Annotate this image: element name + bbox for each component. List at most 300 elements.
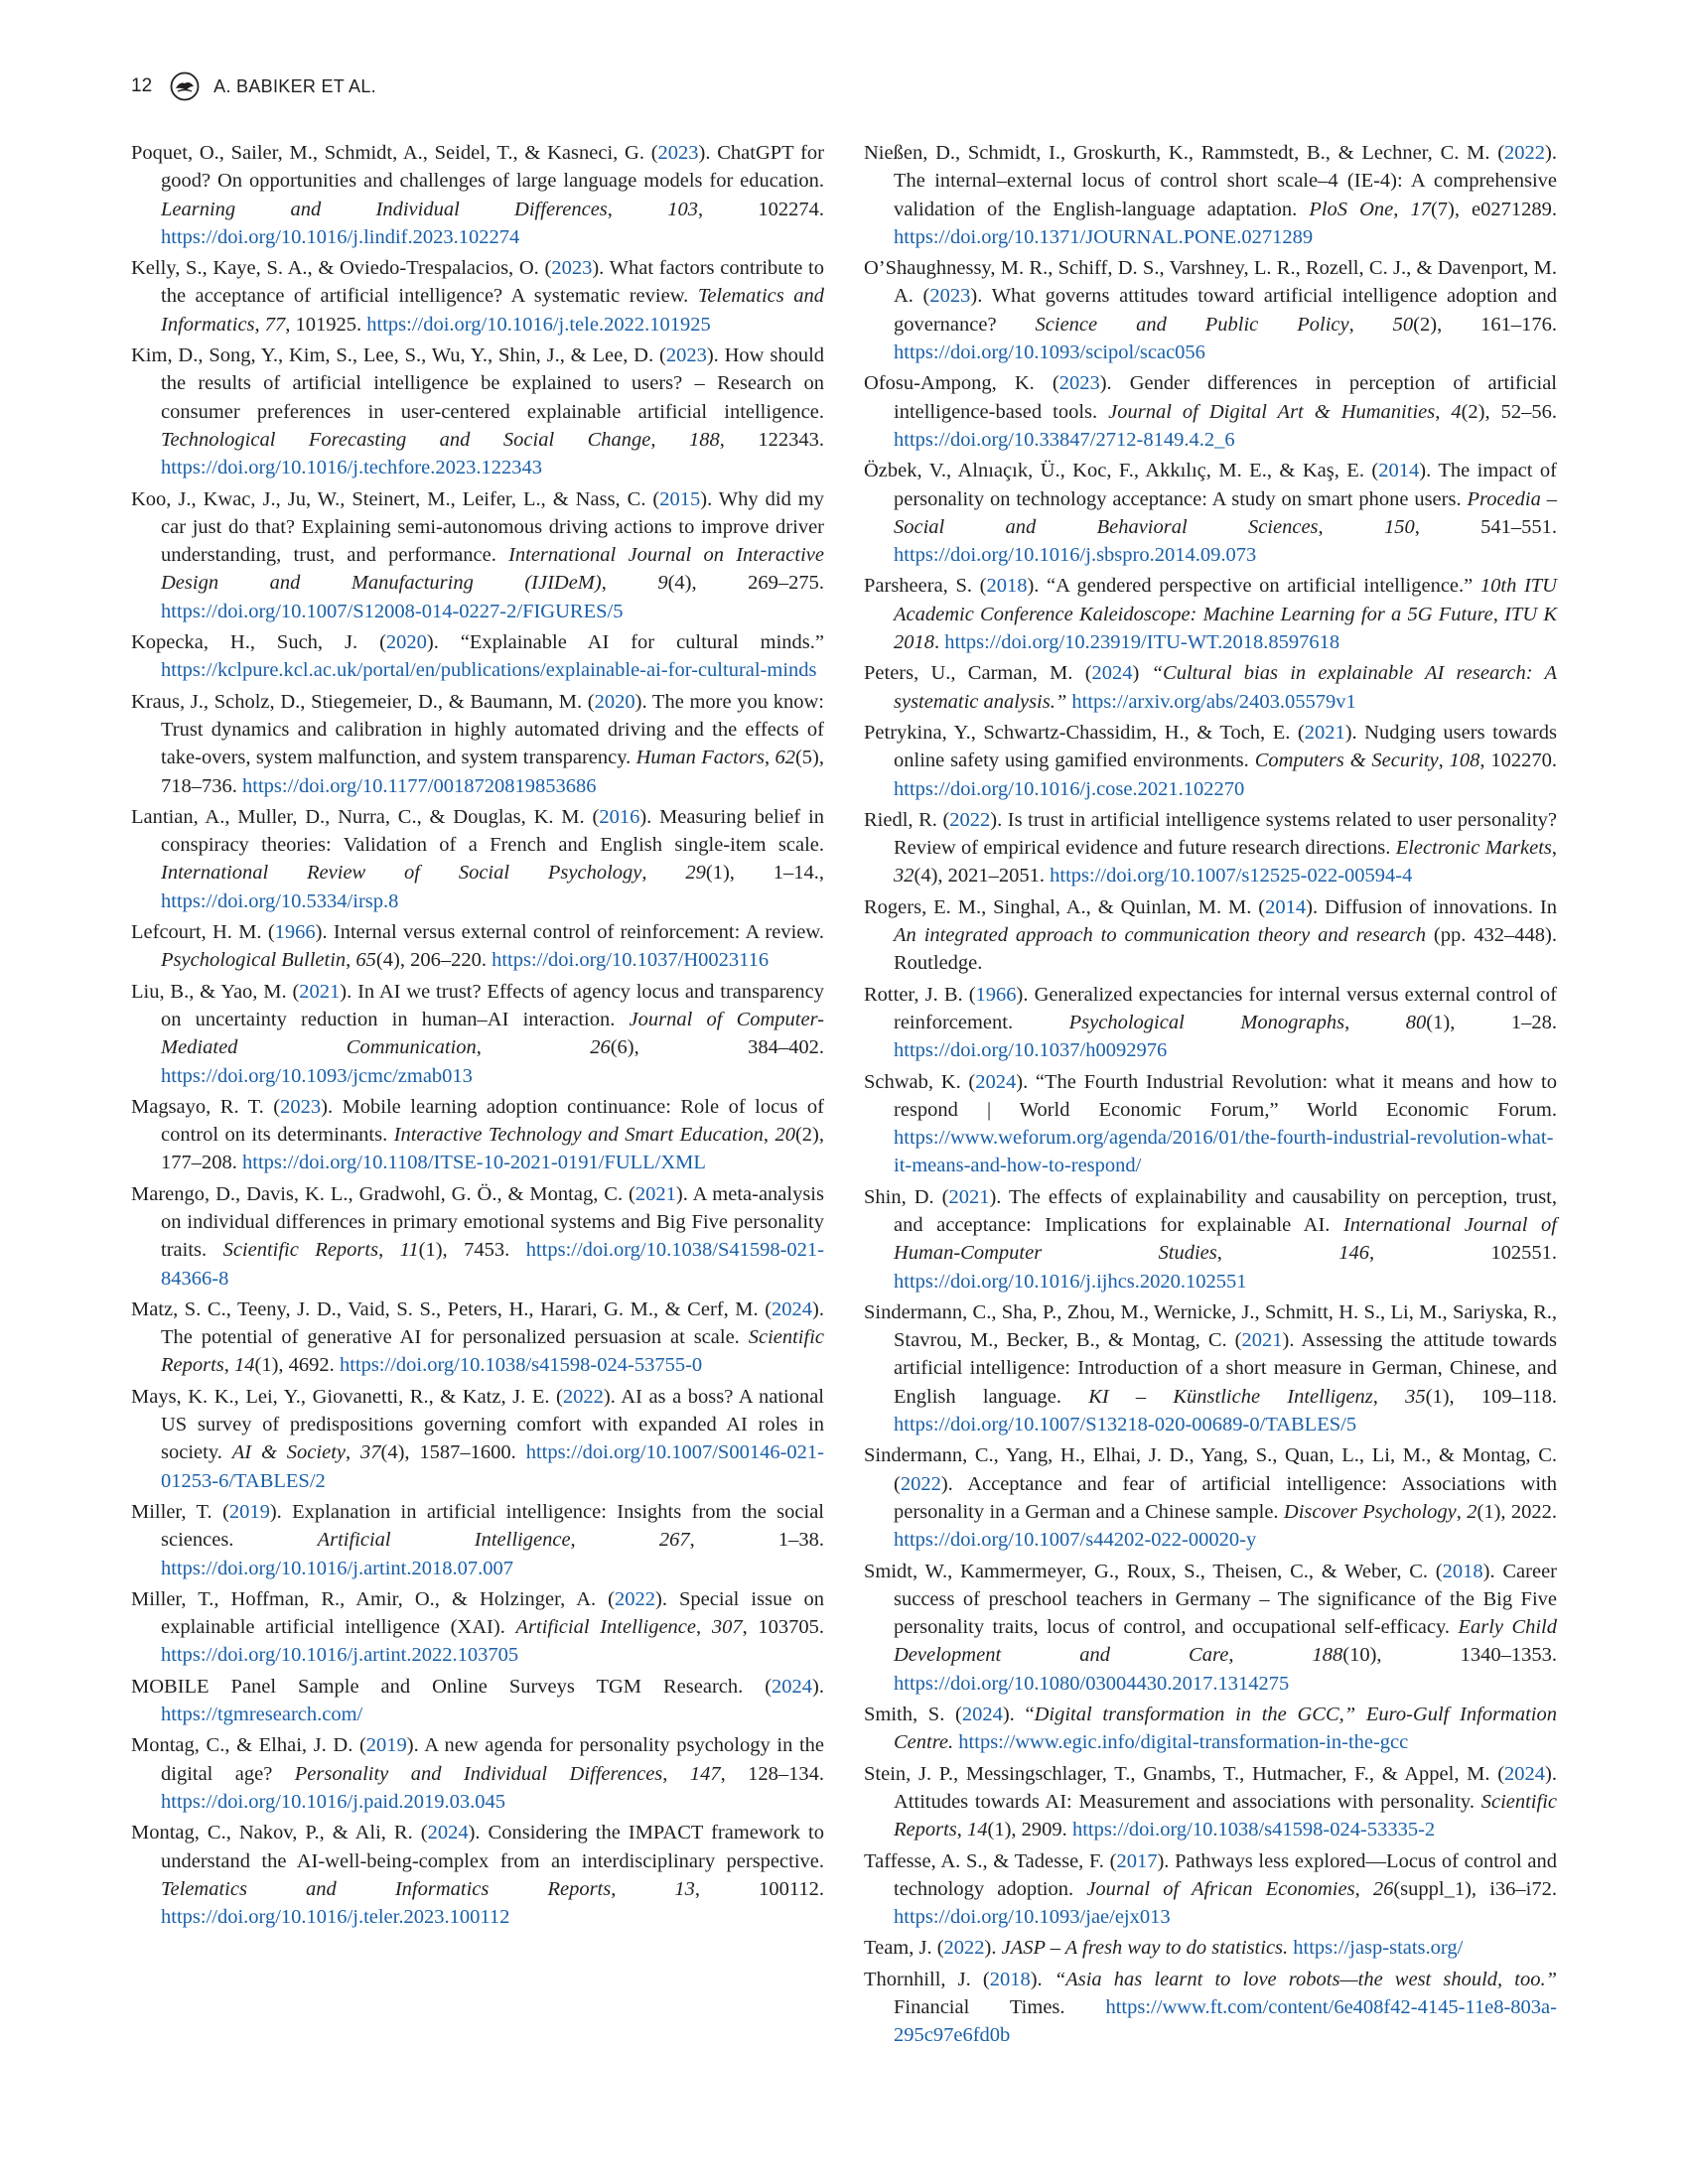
reference-entry [864,1068,1557,1180]
reference-text: ). The impact of personality on technology acceptance: A study on smart phone users. [894,460,1557,510]
reference-link[interactable]: https://doi.org/10.1016/j.artint.2022.103705 [161,1644,519,1667]
reference-link[interactable]: https://doi.org/10.1016/j.tele.2022.101925 [366,313,711,336]
reference-italic-text: 32 [894,865,914,887]
reference-text: , [1318,515,1384,538]
reference-text: , [662,1762,690,1785]
reference-italic-text: Psychological Bulletin [161,949,347,972]
reference-text: ). Acceptance and fear of artificial intelligence: Associations with personality in a German and a Chinese sample. [894,1472,1557,1523]
reference-text: ). “Explainable AI for cultural minds.” [426,631,824,654]
reference-text: (1), 7453. [418,1239,526,1262]
reference-text: (1), 1–28. [1426,1011,1558,1033]
reference-link[interactable]: https://www.ft.com/content/6e408f42-4145-11e8-803a-295c97e6fd0b [894,1996,1557,2047]
reference-text: (1), 1–14., [705,862,824,885]
reference-entry [864,1760,1557,1844]
reference-text: ). In AI we trust? Effects of agency locus and transparency on uncertainty reduction in human–AI interaction. [161,980,824,1030]
reference-text: , [1354,1877,1373,1900]
reference-text: Schwab, K. ( [864,1070,976,1093]
reference-text: , [765,747,775,769]
reference-text: , [1344,1011,1406,1033]
reference-entry [864,981,1557,1065]
reference-entry [864,1701,1557,1757]
reference-link[interactable]: 2022 [1504,142,1546,164]
reference-link[interactable]: 1966 [975,983,1017,1006]
reference-italic-text: 150 [1383,515,1415,538]
reference-text: Petrykina, Y., Schwartz-Chassidim, H., & Toch, E. ( [864,721,1305,744]
reference-link[interactable]: 2021 [1241,1329,1283,1352]
reference-link[interactable]: 2023 [665,344,707,367]
reference-italic-text: 26 [1372,1877,1394,1900]
reference-entry [864,1966,1557,2050]
reference-text: (suppl_1), i36–i72. [1393,1877,1557,1900]
reference-text: O’Shaughnessy, M. R., Schiff, D. S., Varshney, L. R., Rozell, C. J., & Davenport, M. A. ( [864,257,1557,308]
reference-text: ). Gender differences in perception of artificial intelligence-based tools. [894,372,1557,423]
running-head-authors: A. BABIKER ET AL. [213,75,376,96]
reference-text: , [1435,400,1452,423]
reference-text: , [570,1529,659,1552]
reference-italic-text: Science and Public Policy [1035,313,1349,336]
reference-italic-text: Journal of Digital Art & Humanities [1108,400,1436,423]
reference-entry [864,1847,1557,1932]
reference-italic-text: 267 [658,1529,690,1552]
reference-italic-text: Procedia – Social and Behavioral Sciences [894,487,1557,538]
reference-text: MOBILE Panel Sample and Online Surveys TGM Research. ( [131,1675,773,1698]
reference-text: , [601,572,658,595]
reference-link[interactable]: https://arxiv.org/abs/2403.05579v1 [1071,690,1356,713]
references-left-column [131,139,824,1934]
reference-italic-text: PloS One [1309,198,1394,220]
reference-italic-text: 50 [1392,313,1414,336]
reference-link[interactable]: https://doi.org/10.1007/S12008-014-0227-2/FIGURES/5 [161,600,624,622]
reference-italic-text: “Cultural bias in explainable AI research: A systematic analysis.” [894,662,1557,713]
reference-text: , 1–38. [689,1529,825,1552]
reference-link[interactable]: https://doi.org/10.1038/s41598-024-53755-0 [339,1354,703,1377]
reference-text: Parsheera, S. ( [864,575,987,598]
reference-text: Team, J. ( [864,1937,944,1960]
reference-italic-text: 13 [674,1877,695,1900]
reference-italic-text: Scientific Reports [894,1790,1557,1842]
reference-text: Montag, C., & Elhai, J. D. ( [131,1734,366,1757]
reference-text: Kim, D., Song, Y., Kim, S., Lee, S., Wu, Y., Shin, J., & Lee, D. ( [131,344,666,367]
reference-text: , [1348,313,1393,336]
reference-italic-text: KI – Künstliche Intelligenz [1088,1385,1373,1408]
reference-text: , [607,198,668,220]
reference-link[interactable]: https://kclpure.kcl.ac.uk/portal/en/publications/explainable-ai-for-cultural-minds [161,659,817,682]
reference-link[interactable]: 2016 [599,805,640,828]
reference-link[interactable]: https://doi.org/10.23919/ITU-WT.2018.8597618 [944,631,1340,654]
reference-link[interactable]: 2022 [949,808,991,831]
reference-italic-text: 188 [1312,1644,1343,1667]
reference-link[interactable]: 2023 [1058,372,1100,395]
reference-link[interactable]: https://doi.org/10.33847/2712-8149.4.2_6 [894,428,1235,451]
reference-text: , [763,1124,775,1147]
reference-link[interactable]: 2021 [299,980,341,1003]
reference-link[interactable]: 2023 [280,1095,322,1118]
reference-entry [864,1934,1557,1962]
reference-link[interactable]: 2021 [948,1185,990,1208]
reference-text: , 102551. [1368,1242,1558,1265]
reference-text: , [1228,1644,1313,1667]
reference-link[interactable]: 2024 [1504,1762,1546,1785]
reference-italic-text: 26 [590,1036,611,1059]
reference-text: , [1438,750,1450,772]
reference-link[interactable]: 2024 [772,1297,813,1320]
reference-text: ). Generalized expectancies for internal versus external control of reinforcement. [894,983,1557,1033]
reference-text: Thornhill, J. ( [864,1968,990,1990]
reference-text: , 541–551. [1414,515,1557,538]
reference-text: , [1393,198,1411,220]
reference-link[interactable]: https://doi.org/10.1038/s41598-024-53335-2 [1071,1819,1436,1842]
reference-italic-text: Artificial Intelligence [317,1529,571,1552]
reference-text: . [934,631,945,654]
reference-link[interactable]: https://doi.org/10.1371/JOURNAL.PONE.0271289 [894,225,1314,248]
reference-text: , [254,313,265,336]
reference-italic-text: JASP – A fresh way to do statistics. [1001,1937,1289,1960]
reference-italic-text: Digital transformation in the GCC,” Euro-Gulf Information Centre. [894,1704,1557,1754]
reference-entry [131,1731,824,1816]
reference-text: , [1456,1500,1468,1523]
reference-italic-text: 9 [657,572,668,595]
reference-text: ). Why did my car just do that? Explaining semi-autonomous driving actions to improve driver understanding, trust, and performance. [161,487,824,567]
reference-link[interactable]: 2024 [772,1675,813,1698]
reference-entry [864,369,1557,454]
references-right-column [864,139,1557,2053]
reference-text: ). [812,1675,824,1698]
reference-italic-text: 35 [1405,1385,1426,1408]
reference-link[interactable]: https://doi.org/10.1038/S41598-021-84366-8 [161,1239,825,1290]
reference-text: ). Nudging users towards online safety using gamified environments. [894,721,1557,772]
reference-link[interactable]: https://www.egic.info/digital-transformation-in-the-gcc [958,1731,1409,1754]
reference-link[interactable]: 1966 [274,921,316,944]
reference-link[interactable]: 2022 [943,1937,985,1960]
reference-italic-text: 2 [1467,1500,1477,1523]
reference-italic-text: 80 [1405,1011,1427,1033]
reference-italic-text: Telematics and Informatics [161,285,824,336]
reference-link[interactable]: 2024 [961,1704,1003,1726]
reference-italic-text: Human Factors [635,747,766,769]
reference-entry [864,893,1557,978]
reference-text: , 102274. [697,198,825,220]
reference-text: , [695,1616,712,1639]
reference-text: ). [984,1937,1002,1960]
reference-italic-text: Scientific Reports [161,1326,824,1377]
reference-entry [864,1298,1557,1438]
reference-text: (5), 718–736. [161,747,825,797]
reference-link[interactable]: https://jasp-stats.org/ [1293,1937,1464,1960]
reference-text: , [378,1239,400,1262]
reference-italic-text: Learning and Individual Differences [161,198,608,220]
reference-entry [131,341,824,481]
reference-text: ). A new agenda for personality psychology in the digital age? [161,1734,824,1785]
reference-text: Taffesse, A. S., & Tadesse, F. ( [864,1849,1117,1872]
reference-italic-text: 11 [399,1239,419,1262]
reference-text: Miller, T., Hoffman, R., Amir, O., & Holzinger, A. ( [131,1587,616,1610]
reference-entry [864,659,1557,716]
reference-entry [131,978,824,1090]
reference-text: ). “ [1002,1704,1035,1726]
reference-link[interactable]: https://doi.org/10.1093/jcmc/zmab013 [161,1064,473,1087]
reference-link[interactable]: 2023 [657,142,699,164]
reference-text: (1), 2909. [987,1819,1072,1842]
reference-entry [864,1441,1557,1554]
reference-text: , [956,1819,968,1842]
reference-entry [864,719,1557,803]
reference-text: , 122343. [719,428,824,451]
reference-link[interactable]: https://doi.org/10.1007/s44202-022-00020-y [894,1529,1257,1552]
reference-italic-text: Telematics and Informatics Reports [161,1877,612,1900]
reference-text: ). How should the results of artificial intelligence be explained to users? – Research on consumer preferences in user-centered explainable artificial intelligence. [161,344,825,423]
reference-text: ). ChatGPT for good? On opportunities and challenges of large language models for education. [161,142,824,193]
reference-text: (pp. 432–448). Routledge. [894,924,1557,975]
reference-link[interactable]: https://doi.org/10.1177/0018720819853686 [242,774,597,797]
reference-italic-text: Computers & Security [1254,750,1439,772]
reference-text: Lefcourt, H. M. ( [131,921,275,944]
reference-entry [131,254,824,339]
reference-text: Peters, U., Carman, M. ( [864,662,1092,685]
running-header [131,69,376,103]
reference-text: ). The internal–external locus of control short scale–4 (IE-4): A comprehensive validation of the English-language adaptation. [894,142,1557,220]
reference-text: (2), 52–56. [1461,400,1557,423]
reference-text: , 128–134. [720,1762,824,1785]
reference-text: ). Explanation in artificial intelligence: Insights from the social sciences. [161,1500,824,1552]
reference-text: ). The potential of generative AI for personalized persuasion at scale. [161,1297,824,1349]
reference-text: ). What governs attitudes toward artificial intelligence adoption and governance? [894,285,1558,336]
reference-italic-text: 17 [1410,198,1431,220]
publisher-logo-icon [170,71,200,101]
reference-entry [131,1296,824,1380]
reference-text: Liu, B., & Yao, M. ( [131,980,300,1003]
reference-text: Riedl, R. ( [864,808,950,831]
reference-text: ). “A gendered perspective on artificial intelligence.” [1027,575,1480,598]
reference-text: ). Career success of preschool teachers in Germany – The significance of the Big Five personality traits, locus of control, and occupational self-efficacy. [894,1560,1557,1639]
reference-link[interactable]: https://www.weforum.org/agenda/2016/01/the-fourth-industrial-revolution-what-it-means-and-how-to-respond/ [894,1127,1554,1177]
reference-entry [864,254,1557,366]
reference-link[interactable]: https://doi.org/10.1007/s12525-022-00594-4 [1050,865,1413,887]
reference-link[interactable]: 2022 [562,1385,604,1408]
reference-text: , 102270. [1479,750,1558,772]
reference-entry [131,1819,824,1931]
reference-text: , 103705. [742,1616,825,1639]
reference-link[interactable]: https://doi.org/10.1007/S13218-020-00689-0/TABLES/5 [894,1414,1357,1436]
reference-link[interactable]: https://doi.org/10.1108/ITSE-10-2021-0191/FULL/XML [242,1152,706,1174]
reference-link[interactable]: 2024 [1091,662,1133,685]
reference-italic-text: 10th ITU Academic Conference Kaleidoscope: Machine Learning for a 5G Future, ITU K 2018 [894,575,1557,654]
reference-entry [131,628,824,685]
reference-italic-text: Discover Psychology [1283,1500,1457,1523]
reference-text: Mays, K. K., Lei, Y., Giovanetti, R., & Katz, J. E. ( [131,1385,563,1408]
reference-link[interactable]: 2018 [1442,1560,1483,1582]
reference-text: , [650,428,690,451]
reference-link[interactable]: https://tgmresearch.com/ [161,1704,363,1726]
reference-text: ). What factors contribute to the acceptance of artificial intelligence? A systematic review. [161,257,824,308]
reference-entry [864,1183,1557,1296]
reference-italic-text: Scientific Reports [222,1239,379,1262]
reference-link[interactable]: 2021 [634,1182,676,1205]
reference-link[interactable]: 2019 [228,1500,270,1523]
reference-italic-text: Psychological Monographs [1068,1011,1345,1033]
reference-italic-text: Interactive Technology and Smart Education [393,1124,764,1147]
reference-text: (6), 384–402. [610,1036,824,1059]
reference-link[interactable]: 2018 [986,575,1028,598]
reference-text: ). Measuring belief in conspiracy theories: Validation of a French and English single-item scale. [161,805,824,857]
reference-text: Poquet, O., Sailer, M., Schmidt, A., Seidel, T., & Kasneci, G. ( [131,142,658,164]
reference-italic-text: International Journal on Interactive Design and Manufacturing (IJIDeM) [161,544,824,595]
reference-text: Rogers, E. M., Singhal, A., & Quinlan, M. M. ( [864,895,1266,918]
reference-italic-text: International Journal of Human-Computer Studies [894,1213,1557,1265]
reference-entry [131,1180,824,1293]
reference-text: Koo, J., Kwac, J., Ju, W., Steinert, M., Leifer, L., & Nass, C. ( [131,487,660,510]
reference-entry [864,457,1557,569]
reference-italic-text: 103 [667,198,698,220]
reference-text: Matz, S. C., Teeny, J. D., Vaid, S. S., Peters, H., Harari, G. M., & Cerf, M. ( [131,1297,773,1320]
reference-link[interactable]: 2017 [1116,1849,1158,1872]
reference-link[interactable]: 2019 [365,1734,407,1757]
reference-link[interactable]: 2014 [1378,460,1420,482]
reference-link[interactable]: 2023 [929,285,971,308]
reference-link[interactable]: https://doi.org/10.1016/j.sbspro.2014.09.073 [894,544,1257,567]
reference-text: Shin, D. ( [864,1185,949,1208]
reference-link[interactable]: 2020 [594,690,635,713]
reference-text: Miller, T. ( [131,1500,229,1523]
reference-text: , 101925. [285,313,367,336]
reference-text: (1), 4692. [254,1354,340,1377]
reference-text: ). Diffusion of innovations. In [1306,895,1557,918]
reference-text: , [611,1877,675,1900]
reference-italic-text: 37 [360,1441,381,1464]
reference-text: ). Considering the IMPACT framework to understand the AI-well-being-complex from an interdisciplinary perspective. [161,1822,824,1872]
reference-text: ). A meta-analysis on individual differences in primary emotional systems and Big Five personality traits. [161,1182,824,1262]
reference-italic-text: Technological Forecasting and Social Change [161,428,651,451]
reference-text: Ofosu-Ampong, K. ( [864,372,1059,395]
reference-link[interactable]: https://doi.org/10.1016/j.lindif.2023.102274 [161,225,520,248]
reference-text: , [1216,1242,1339,1265]
reference-italic-text: “Asia has learnt to love robots—the west should, too.” [1054,1968,1558,1990]
reference-entry [864,1558,1557,1698]
reference-text: Financial Times. [894,1996,1106,2018]
reference-link[interactable]: 2022 [900,1472,941,1495]
reference-text: , [476,1036,591,1059]
reference-link[interactable]: https://doi.org/10.1080/03004430.2017.1314275 [894,1672,1290,1695]
reference-italic-text: 4 [1451,400,1462,423]
reference-text: ). Pathways less explored—Locus of control and technology adoption. [894,1849,1557,1900]
reference-text: (1), 2022. [1477,1500,1558,1523]
reference-text: (4), 2021–2051. [914,865,1051,887]
reference-entry [131,485,824,625]
reference-italic-text: 14 [967,1819,988,1842]
reference-link[interactable]: 2024 [427,1822,469,1844]
reference-italic-text: 146 [1338,1242,1369,1265]
reference-italic-text: Personality and Individual Differences [294,1762,663,1785]
reference-text: ). AI as a boss? A national US survey of predispositions governing comfort with expanded AI roles in society. [161,1385,825,1464]
reference-link[interactable]: https://doi.org/10.1016/j.techfore.2023.122343 [161,457,542,479]
reference-link[interactable]: 2015 [659,487,701,510]
reference-text: Smidt, W., Kammermeyer, G., Roux, S., Theisen, C., & Weber, C. ( [864,1560,1443,1582]
reference-link[interactable]: https://doi.org/10.1016/j.artint.2018.07.007 [161,1557,513,1579]
reference-italic-text: 147 [689,1762,721,1785]
reference-text: Lantian, A., Muller, D., Nurra, C., & Douglas, K. M. ( [131,805,600,828]
reference-link[interactable]: https://doi.org/10.1037/h0092976 [894,1039,1168,1062]
reference-text: Özbek, V., Alnıaçık, Ü., Koc, F., Akkılıç, M. E., & Kaş, E. ( [864,460,1379,482]
reference-link[interactable]: https://doi.org/10.1016/j.cose.2021.102270 [894,777,1245,800]
reference-text: (1), 109–118. [1425,1385,1557,1408]
reference-italic-text: 14 [234,1354,255,1377]
reference-italic-text: Electronic Markets [1395,837,1552,860]
reference-link[interactable]: https://doi.org/10.1016/j.teler.2023.100112 [161,1906,510,1929]
reference-italic-text: Journal of African Economies [1086,1877,1355,1900]
reference-entry [864,806,1557,890]
reference-entry [131,139,824,251]
reference-text: (10), 1340–1353. [1342,1644,1558,1667]
reference-text: (4), 1587–1600. [380,1441,526,1464]
reference-entry [131,1093,824,1177]
reference-entry [131,1585,824,1670]
reference-text: , [223,1354,235,1377]
reference-text: ). “The Fourth Industrial Revolution: what it means and how to respond | World Economic Forum,” World Economic Forum. [894,1070,1557,1121]
reference-link[interactable]: 2020 [385,631,427,654]
reference-italic-text: 108 [1449,750,1480,772]
reference-entry [131,1383,824,1495]
reference-text: Rotter, J. B. ( [864,983,976,1006]
reference-link[interactable]: https://doi.org/10.1007/S00146-021-01253-6/TABLES/2 [161,1441,824,1492]
reference-link[interactable]: 2014 [1265,895,1307,918]
reference-text: (2), 161–176. [1413,313,1558,336]
reference-text: ). The more you know: Trust dynamics and calibration in highly automated driving and the effects of take-overs, system malfunction, and system transparency. [161,690,824,769]
reference-italic-text: 29 [685,862,706,885]
reference-entry [131,688,824,800]
reference-text: (4), 206–220. [375,949,492,972]
reference-text: Stein, J. P., Messingschlager, T., Gnambs, T., Hutmacher, F., & Appel, M. ( [864,1762,1505,1785]
reference-text: (2), 177–208. [161,1124,824,1174]
reference-text: , [641,862,686,885]
reference-italic-text: 62 [774,747,795,769]
reference-text: ). Assessing the attitude towards artificial intelligence: Introduction of a short measure in German, Chinese, and English language. [894,1329,1557,1408]
reference-italic-text: An integrated approach to communication theory and research [894,924,1426,947]
reference-text: Sindermann, C., Yang, H., Elhai, J. D., Yang, S., Quan, L., Li, M., & Montag, C. ( [864,1444,1557,1495]
reference-link[interactable]: 2022 [615,1587,656,1610]
reference-text: (4), 269–275. [667,572,825,595]
reference-entry [131,1498,824,1582]
reference-link[interactable]: 2018 [989,1968,1031,1990]
reference-text: ). Internal versus external control of reinforcement: A review. [315,921,824,944]
reference-link[interactable]: 2023 [551,257,593,280]
reference-text: Marengo, D., Davis, K. L., Gradwohl, G. Ö., & Montag, C. ( [131,1182,635,1205]
reference-link[interactable]: https://doi.org/10.1093/jae/ejx013 [894,1906,1171,1929]
reference-entry [131,1673,824,1729]
reference-text: Magsayo, R. T. ( [131,1095,281,1118]
reference-italic-text: 20 [774,1124,795,1147]
reference-text: Nießen, D., Schmidt, I., Groskurth, K., Rammstedt, B., & Lechner, C. M. ( [864,142,1505,164]
reference-text: , [346,1441,361,1464]
reference-link[interactable]: 2021 [1304,721,1345,744]
reference-text: Kopecka, H., Such, J. ( [131,631,386,654]
reference-text: , 100112. [694,1877,824,1900]
reference-italic-text: Artificial Intelligence [515,1616,696,1639]
reference-link[interactable]: 2024 [975,1070,1017,1093]
reference-text: ). Mobile learning adoption continuance: Role of locus of control on its determinants. [161,1095,824,1147]
reference-italic-text: 307 [711,1616,743,1639]
reference-text: ). The effects of explainability and causability on perception, trust, and acceptance: Implications for explainable AI. [894,1185,1557,1236]
reference-link[interactable]: https://doi.org/10.1037/H0023116 [492,949,770,972]
page-number: 12 [131,75,153,96]
reference-link[interactable]: https://doi.org/10.5334/irsp.8 [161,889,399,912]
reference-text: Montag, C., Nakov, P., & Ali, R. ( [131,1822,428,1844]
reference-link[interactable]: https://doi.org/10.1016/j.paid.2019.03.045 [161,1790,505,1813]
reference-link[interactable]: https://doi.org/10.1093/scipol/scac056 [894,341,1205,364]
reference-link[interactable]: https://doi.org/10.1016/j.ijhcs.2020.102551 [894,1270,1247,1293]
reference-entry [131,918,824,975]
reference-entry [864,572,1557,656]
reference-italic-text: AI & Society [231,1441,346,1464]
reference-italic-text: 188 [689,428,720,451]
